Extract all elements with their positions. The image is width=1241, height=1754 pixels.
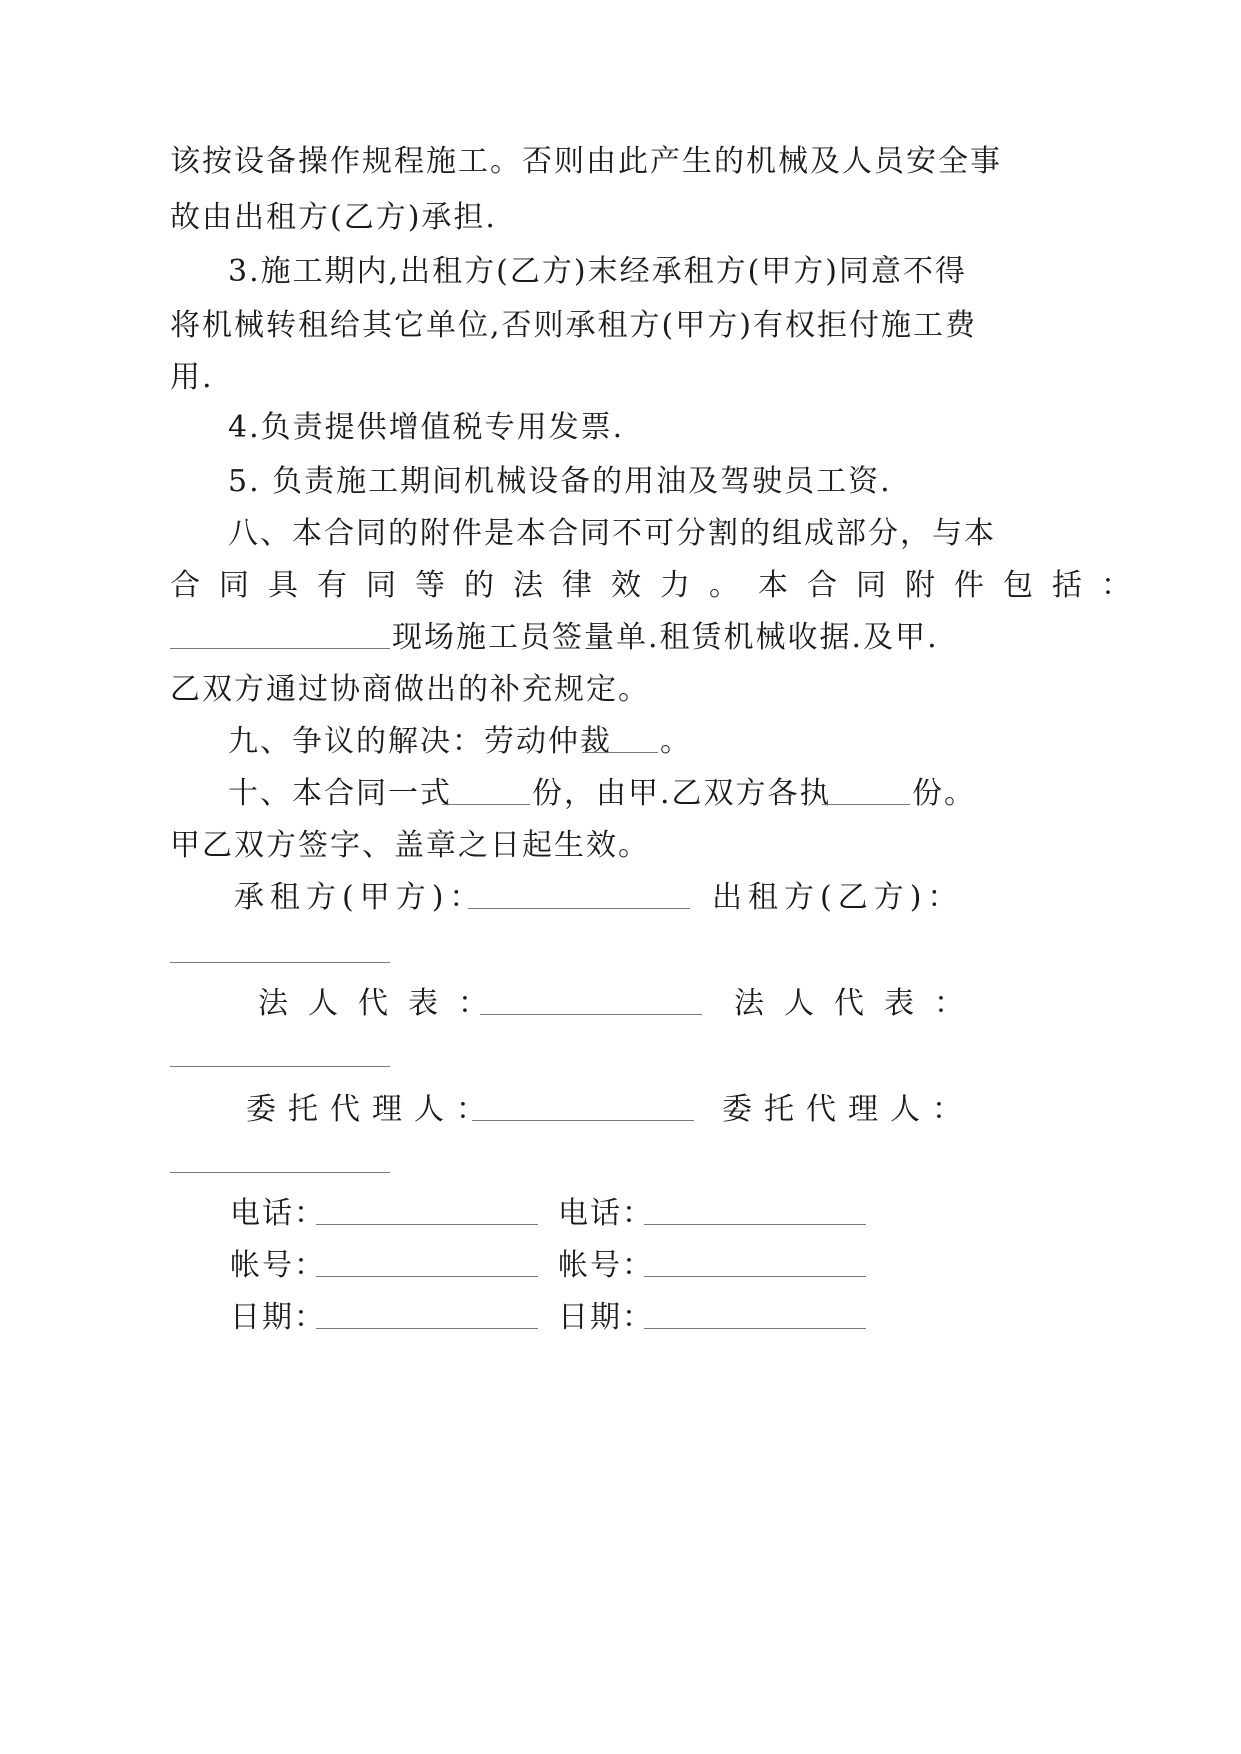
lessee-date-label: 日期： [230, 1300, 326, 1335]
lessor-account-label: 帐号： [558, 1248, 654, 1283]
clause-9-line: 。 [660, 724, 692, 759]
lessor-legal-rep-label: 法人代表： [734, 986, 984, 1021]
lessor-account-blank[interactable] [644, 1276, 866, 1277]
lessee-label: 承租方(甲方)： [234, 880, 486, 915]
lessee-account-blank[interactable] [316, 1276, 538, 1277]
clause-8-line: 现场施工员签量单.租赁机械收据.及甲. [392, 620, 939, 655]
lessor-agent-blank[interactable] [170, 1172, 390, 1173]
lessee-agent-label: 委托代理人： [246, 1092, 498, 1127]
attachment-blank[interactable] [170, 648, 390, 649]
clause-10-line: 份，由甲.乙双方各执 [532, 776, 832, 811]
clause-10-line: 十、本合同一式 [228, 776, 452, 811]
clause-9-line: 九、争议的解决：劳动仲裁 [228, 724, 612, 759]
lessee-date-blank[interactable] [316, 1328, 538, 1329]
lessor-date-blank[interactable] [644, 1328, 866, 1329]
clause-text-line: 故由出租方(乙方)承担. [170, 200, 497, 235]
copies-each-blank[interactable] [822, 804, 910, 805]
lessee-phone-blank[interactable] [316, 1224, 538, 1225]
lessor-phone-blank[interactable] [644, 1224, 866, 1225]
lessee-account-label: 帐号： [230, 1248, 326, 1283]
lessor-date-label: 日期： [558, 1300, 654, 1335]
clause-8-line: 八、本合同的附件是本合同不可分割的组成部分，与本 [228, 516, 996, 551]
lessor-signature-blank[interactable] [170, 962, 390, 963]
lessee-agent-blank[interactable] [472, 1120, 694, 1121]
clause-8-line: 乙双方通过协商做出的补充规定。 [170, 672, 650, 707]
lessee-legal-rep-blank[interactable] [480, 1014, 702, 1015]
lessor-phone-label: 电话： [558, 1196, 654, 1231]
lessor-agent-label: 委托代理人： [722, 1092, 974, 1127]
clause-8-line: 合同具有同等的法律效力。本合同附件包括： [170, 568, 1150, 603]
item-3-line: 用. [170, 360, 214, 395]
lessee-legal-rep-label: 法人代表： [258, 986, 508, 1021]
item-5-line: 5. 负责施工期间机械设备的用油及驾驶员工资. [228, 464, 892, 499]
item-3-line: 将机械转租给其它单位,否则承租方(甲方)有权拒付施工费 [170, 308, 977, 343]
item-4-line: 4.负责提供增值税专用发票. [228, 410, 625, 445]
copies-total-blank[interactable] [442, 804, 530, 805]
clause-10-line: 甲乙双方签字、盖章之日起生效。 [170, 828, 650, 863]
item-3-line: 3.施工期内,出租方(乙方)末经承租方(甲方)同意不得 [228, 254, 967, 289]
lessor-label: 出租方(乙方)： [712, 880, 964, 915]
lessee-phone-label: 电话： [230, 1196, 326, 1231]
lessor-legal-rep-blank[interactable] [170, 1066, 390, 1067]
clause-10-line: 份。 [912, 776, 976, 811]
clause-text-line: 该按设备操作规程施工。否则由此产生的机械及人员安全事 [170, 144, 1002, 179]
arbitration-blank[interactable] [582, 752, 658, 753]
lessee-signature-blank[interactable] [468, 908, 690, 909]
